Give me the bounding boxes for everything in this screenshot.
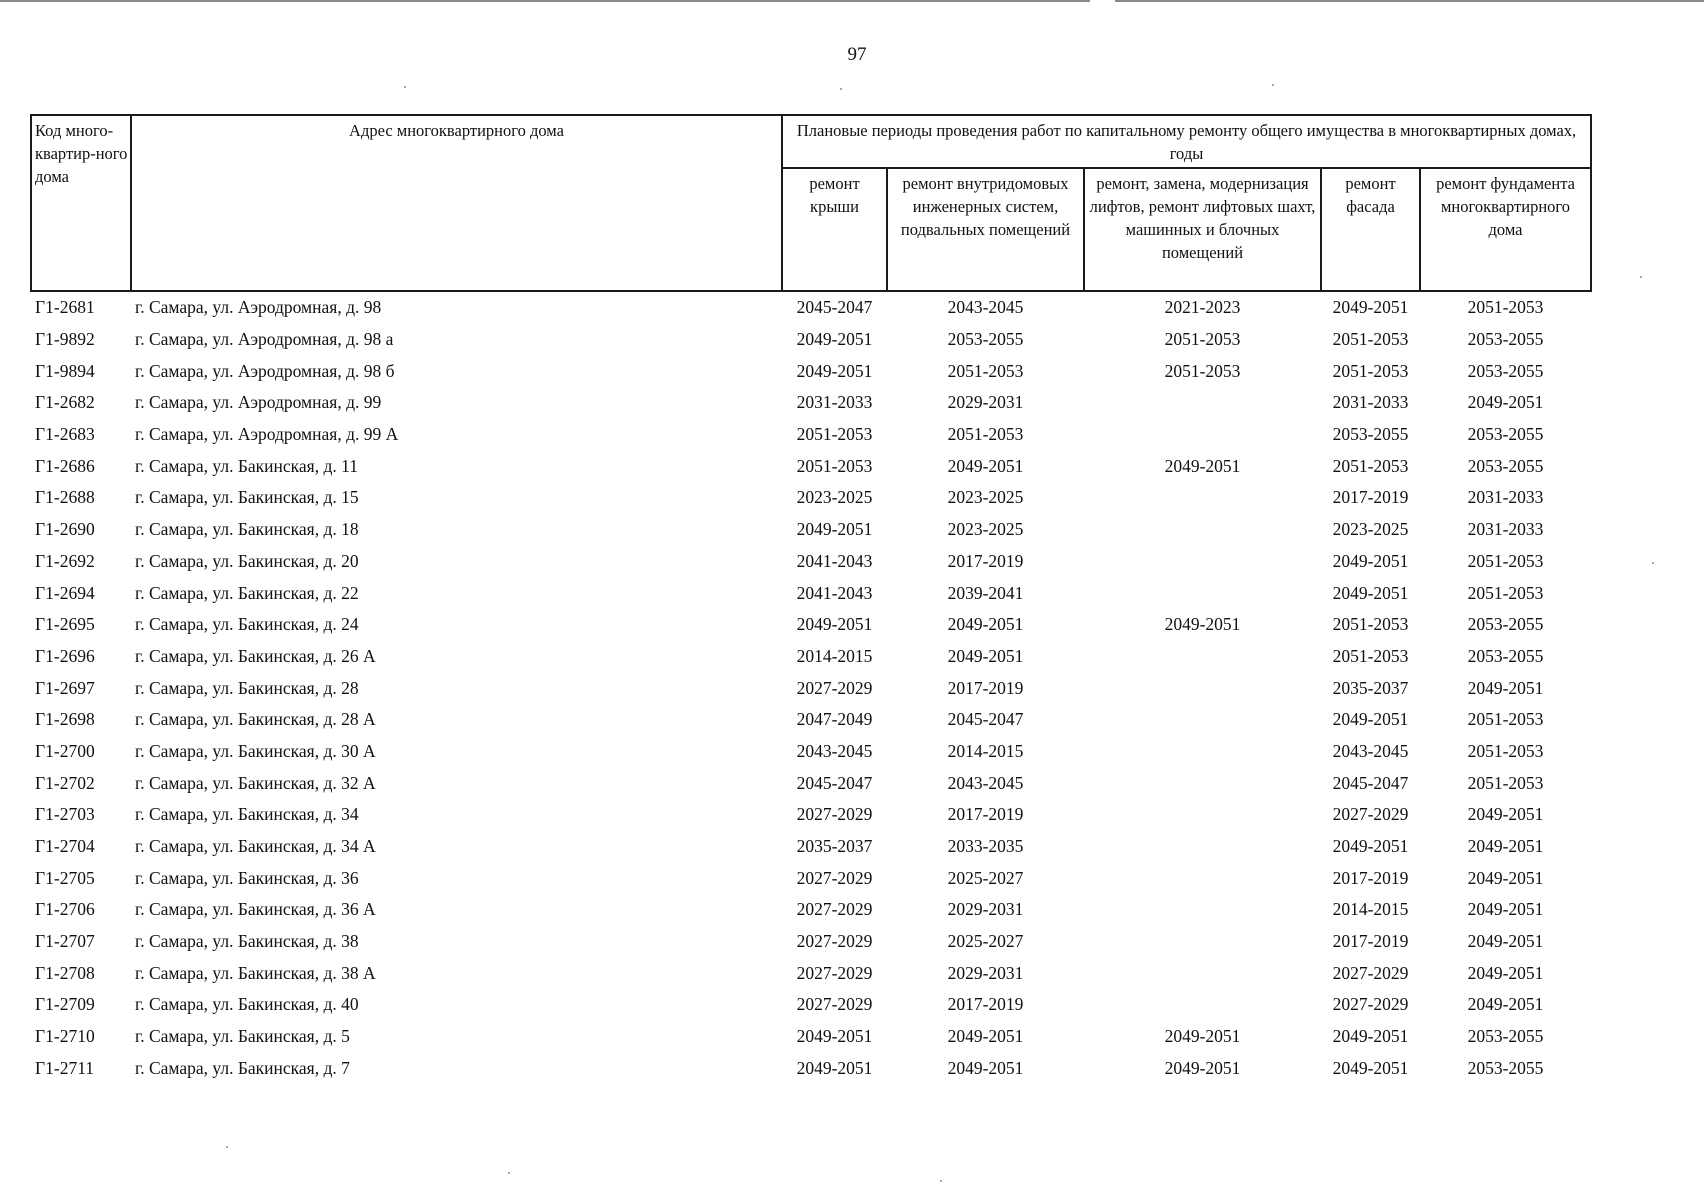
cell-elevators-period [1084, 831, 1321, 863]
cell-code: Г1-2698 [35, 709, 95, 730]
cell-engineering-period: 2025-2027 [947, 931, 1024, 952]
cell-roof-period: 2027-2029 [796, 867, 873, 888]
cell-foundation-period: 2049-2051 [1467, 994, 1544, 1015]
cell-address: г. Самара, ул. Бакинская, д. 36 А [135, 899, 376, 920]
cell-code: Г1-2686 [35, 455, 95, 476]
scan-speck [940, 1180, 942, 1182]
cell-facade-period: 2049-2051 [1332, 550, 1409, 571]
cell-engineering-period: 2051-2053 [947, 424, 1024, 445]
table-row [31, 324, 1591, 356]
header-address: Адрес многоквартирного дома [131, 115, 782, 291]
cell-facade-period: 2035-2037 [1332, 677, 1409, 698]
cell-foundation-period: 2053-2055 [1467, 614, 1544, 635]
cell-elevators-period [1084, 704, 1321, 736]
cell-roof-period: 2027-2029 [796, 677, 873, 698]
cell-address: г. Самара, ул. Бакинская, д. 22 [135, 582, 359, 603]
cell-roof-period: 2051-2053 [796, 455, 873, 476]
cell-elevators-period: 2049-2051 [1164, 614, 1241, 635]
cell-foundation-period: 2049-2051 [1467, 867, 1544, 888]
cell-engineering-period: 2023-2025 [947, 487, 1024, 508]
table-row [31, 736, 1591, 768]
cell-engineering-period: 2049-2051 [947, 1026, 1024, 1047]
scan-speck [1640, 276, 1642, 278]
cell-code: Г1-2688 [35, 487, 95, 508]
table-row [31, 514, 1591, 546]
cell-elevators-period [1084, 514, 1321, 546]
cell-facade-period: 2049-2051 [1332, 297, 1409, 318]
cell-address: г. Самара, ул. Бакинская, д. 34 [135, 804, 359, 825]
cell-facade-period: 2049-2051 [1332, 1026, 1409, 1047]
cell-foundation-period: 2049-2051 [1467, 931, 1544, 952]
cell-elevators-period [1084, 926, 1321, 958]
cell-engineering-period: 2049-2051 [947, 614, 1024, 635]
cell-elevators-period: 2049-2051 [1164, 455, 1241, 476]
cell-facade-period: 2051-2053 [1332, 360, 1409, 381]
cell-code: Г1-2694 [35, 582, 95, 603]
cell-code: Г1-2700 [35, 740, 95, 761]
table-row [31, 577, 1591, 609]
cell-elevators-period [1084, 736, 1321, 768]
cell-address: г. Самара, ул. Бакинская, д. 20 [135, 550, 359, 571]
cell-address: г. Самара, ул. Бакинская, д. 15 [135, 487, 359, 508]
table-row [31, 1053, 1591, 1085]
cell-code: Г1-2702 [35, 772, 95, 793]
cell-elevators-period [1084, 387, 1321, 419]
cell-code: Г1-2708 [35, 962, 95, 983]
cell-roof-period: 2027-2029 [796, 931, 873, 952]
cell-foundation-period: 2049-2051 [1467, 804, 1544, 825]
cell-roof-period: 2023-2025 [796, 487, 873, 508]
cell-facade-period: 2049-2051 [1332, 1057, 1409, 1078]
scan-speck [840, 88, 842, 90]
cell-engineering-period: 2051-2053 [947, 360, 1024, 381]
cell-address: г. Самара, ул. Аэродромная, д. 99 [135, 392, 382, 413]
table-row [31, 291, 1591, 324]
cell-elevators-period [1084, 419, 1321, 451]
cell-engineering-period: 2017-2019 [947, 550, 1024, 571]
cell-address: г. Самара, ул. Бакинская, д. 28 [135, 677, 359, 698]
cell-foundation-period: 2053-2055 [1467, 1057, 1544, 1078]
cell-address: г. Самара, ул. Аэродромная, д. 98 [135, 297, 382, 318]
cell-elevators-period [1084, 577, 1321, 609]
cell-elevators-period [1084, 546, 1321, 578]
cell-engineering-period: 2017-2019 [947, 994, 1024, 1015]
cell-engineering-period: 2029-2031 [947, 899, 1024, 920]
cell-elevators-period: 2051-2053 [1164, 360, 1241, 381]
table-row [31, 957, 1591, 989]
cell-code: Г1-9894 [35, 360, 95, 381]
cell-address: г. Самара, ул. Бакинская, д. 11 [135, 455, 358, 476]
cell-code: Г1-2696 [35, 645, 95, 666]
page-number: 97 [847, 44, 867, 65]
cell-engineering-period: 2029-2031 [947, 392, 1024, 413]
table-row [31, 831, 1591, 863]
cell-facade-period: 2017-2019 [1332, 487, 1409, 508]
cell-foundation-period: 2031-2033 [1467, 487, 1544, 508]
cell-elevators-period: 2049-2051 [1164, 1026, 1241, 1047]
cell-roof-period: 2027-2029 [796, 899, 873, 920]
cell-roof-period: 2043-2045 [796, 740, 873, 761]
cell-roof-period: 2045-2047 [796, 297, 873, 318]
cell-code: Г1-9892 [35, 329, 95, 350]
cell-address: г. Самара, ул. Бакинская, д. 28 А [135, 709, 376, 730]
table-row [31, 450, 1591, 482]
header-foundation: ремонт фундамента многоквартирного дома [1420, 168, 1591, 291]
cell-foundation-period: 2053-2055 [1467, 645, 1544, 666]
cell-engineering-period: 2043-2045 [947, 297, 1024, 318]
table-row [31, 862, 1591, 894]
cell-facade-period: 2051-2053 [1332, 455, 1409, 476]
cell-elevators-period [1084, 799, 1321, 831]
cell-facade-period: 2051-2053 [1332, 614, 1409, 635]
cell-foundation-period: 2051-2053 [1467, 740, 1544, 761]
cell-address: г. Самара, ул. Бакинская, д. 34 А [135, 836, 376, 857]
table-header [31, 115, 1591, 291]
cell-facade-period: 2045-2047 [1332, 772, 1409, 793]
cell-code: Г1-2705 [35, 867, 95, 888]
cell-elevators-period [1084, 989, 1321, 1021]
cell-engineering-period: 2017-2019 [947, 804, 1024, 825]
cell-engineering-period: 2049-2051 [947, 645, 1024, 666]
table-row [31, 641, 1591, 673]
scan-speck [226, 1146, 228, 1148]
cell-code: Г1-2695 [35, 614, 95, 635]
cell-code: Г1-2697 [35, 677, 95, 698]
scan-speck [404, 86, 406, 88]
cell-foundation-period: 2053-2055 [1467, 360, 1544, 381]
cell-code: Г1-2710 [35, 1026, 95, 1047]
cell-facade-period: 2051-2053 [1332, 329, 1409, 350]
cell-foundation-period: 2049-2051 [1467, 392, 1544, 413]
cell-roof-period: 2049-2051 [796, 1057, 873, 1078]
scan-edge-line [1115, 0, 1704, 2]
table-row [31, 482, 1591, 514]
table-row [31, 672, 1591, 704]
table-row [31, 1021, 1591, 1053]
cell-roof-period: 2041-2043 [796, 550, 873, 571]
table-row [31, 894, 1591, 926]
cell-facade-period: 2043-2045 [1332, 740, 1409, 761]
cell-code: Г1-2709 [35, 994, 95, 1015]
cell-facade-period: 2027-2029 [1332, 962, 1409, 983]
cell-roof-period: 2027-2029 [796, 804, 873, 825]
cell-elevators-period [1084, 641, 1321, 673]
cell-facade-period: 2014-2015 [1332, 899, 1409, 920]
cell-address: г. Самара, ул. Бакинская, д. 32 А [135, 772, 376, 793]
cell-elevators-period: 2049-2051 [1164, 1057, 1241, 1078]
cell-engineering-period: 2033-2035 [947, 836, 1024, 857]
cell-facade-period: 2049-2051 [1332, 709, 1409, 730]
cell-roof-period: 2049-2051 [796, 1026, 873, 1047]
cell-facade-period: 2017-2019 [1332, 931, 1409, 952]
cell-address: г. Самара, ул. Аэродромная, д. 99 А [135, 424, 399, 445]
cell-address: г. Самара, ул. Бакинская, д. 30 А [135, 740, 376, 761]
cell-engineering-period: 2053-2055 [947, 329, 1024, 350]
cell-elevators-period: 2021-2023 [1164, 297, 1241, 318]
header-periods-title: Плановые периоды проведения работ по капитальному ремонту общего имущества в многоквартирных домах, годы [782, 115, 1591, 168]
cell-facade-period: 2023-2025 [1332, 519, 1409, 540]
cell-engineering-period: 2049-2051 [947, 455, 1024, 476]
scan-speck [1652, 562, 1654, 564]
cell-elevators-period [1084, 957, 1321, 989]
cell-address: г. Самара, ул. Бакинская, д. 36 [135, 867, 359, 888]
cell-roof-period: 2027-2029 [796, 994, 873, 1015]
cell-roof-period: 2014-2015 [796, 645, 873, 666]
table-row [31, 387, 1591, 419]
cell-address: г. Самара, ул. Аэродромная, д. 98 а [135, 329, 394, 350]
cell-roof-period: 2049-2051 [796, 329, 873, 350]
cell-address: г. Самара, ул. Бакинская, д. 38 А [135, 962, 376, 983]
cell-code: Г1-2690 [35, 519, 95, 540]
cell-foundation-period: 2049-2051 [1467, 677, 1544, 698]
table-row [31, 704, 1591, 736]
cell-facade-period: 2051-2053 [1332, 645, 1409, 666]
cell-engineering-period: 2014-2015 [947, 740, 1024, 761]
cell-engineering-period: 2029-2031 [947, 962, 1024, 983]
cell-roof-period: 2045-2047 [796, 772, 873, 793]
cell-elevators-period: 2051-2053 [1164, 329, 1241, 350]
cell-code: Г1-2682 [35, 392, 95, 413]
cell-address: г. Самара, ул. Бакинская, д. 38 [135, 931, 359, 952]
cell-address: г. Самара, ул. Бакинская, д. 24 [135, 614, 359, 635]
cell-foundation-period: 2031-2033 [1467, 519, 1544, 540]
cell-foundation-period: 2051-2053 [1467, 582, 1544, 603]
cell-address: г. Самара, ул. Аэродромная, д. 98 б [135, 360, 395, 381]
cell-address: г. Самара, ул. Бакинская, д. 5 [135, 1026, 350, 1047]
table-row [31, 355, 1591, 387]
cell-engineering-period: 2025-2027 [947, 867, 1024, 888]
header-elevators: ремонт, замена, модернизация лифтов, ремонт лифтовых шахт, машинных и блочных помещений [1084, 168, 1321, 291]
cell-code: Г1-2681 [35, 297, 95, 318]
cell-foundation-period: 2051-2053 [1467, 297, 1544, 318]
cell-code: Г1-2683 [35, 424, 95, 445]
cell-elevators-period [1084, 767, 1321, 799]
cell-elevators-period [1084, 894, 1321, 926]
cell-address: г. Самара, ул. Бакинская, д. 7 [135, 1057, 350, 1078]
cell-roof-period: 2047-2049 [796, 709, 873, 730]
cell-roof-period: 2031-2033 [796, 392, 873, 413]
cell-foundation-period: 2051-2053 [1467, 709, 1544, 730]
cell-foundation-period: 2049-2051 [1467, 836, 1544, 857]
cell-code: Г1-2703 [35, 804, 95, 825]
table-row [31, 546, 1591, 578]
table-row [31, 799, 1591, 831]
cell-address: г. Самара, ул. Бакинская, д. 26 А [135, 645, 376, 666]
cell-roof-period: 2041-2043 [796, 582, 873, 603]
cell-code: Г1-2704 [35, 836, 95, 857]
cell-code: Г1-2711 [35, 1057, 95, 1078]
table-row [31, 609, 1591, 641]
cell-foundation-period: 2053-2055 [1467, 329, 1544, 350]
cell-engineering-period: 2039-2041 [947, 582, 1024, 603]
header-code: Код много-квартир-ного дома [31, 115, 131, 291]
cell-engineering-period: 2045-2047 [947, 709, 1024, 730]
cell-engineering-period: 2043-2045 [947, 772, 1024, 793]
table-row [31, 419, 1591, 451]
cell-roof-period: 2049-2051 [796, 519, 873, 540]
cell-address: г. Самара, ул. Бакинская, д. 40 [135, 994, 359, 1015]
header-roof: ремонт крыши [782, 168, 887, 291]
cell-elevators-period [1084, 482, 1321, 514]
table-row [31, 767, 1591, 799]
cell-foundation-period: 2053-2055 [1467, 424, 1544, 445]
cell-code: Г1-2706 [35, 899, 95, 920]
cell-foundation-period: 2051-2053 [1467, 550, 1544, 571]
cell-roof-period: 2035-2037 [796, 836, 873, 857]
table-row [31, 926, 1591, 958]
cell-code: Г1-2707 [35, 931, 95, 952]
cell-engineering-period: 2017-2019 [947, 677, 1024, 698]
cell-foundation-period: 2053-2055 [1467, 1026, 1544, 1047]
table-body [31, 291, 1591, 1084]
cell-address: г. Самара, ул. Бакинская, д. 18 [135, 519, 359, 540]
cell-roof-period: 2051-2053 [796, 424, 873, 445]
cell-facade-period: 2053-2055 [1332, 424, 1409, 445]
cell-facade-period: 2049-2051 [1332, 582, 1409, 603]
cell-roof-period: 2027-2029 [796, 962, 873, 983]
cell-engineering-period: 2049-2051 [947, 1057, 1024, 1078]
table-row [31, 989, 1591, 1021]
cell-facade-period: 2049-2051 [1332, 836, 1409, 857]
cell-foundation-period: 2049-2051 [1467, 899, 1544, 920]
cell-facade-period: 2027-2029 [1332, 804, 1409, 825]
cell-engineering-period: 2023-2025 [947, 519, 1024, 540]
cell-foundation-period: 2051-2053 [1467, 772, 1544, 793]
cell-roof-period: 2049-2051 [796, 614, 873, 635]
cell-elevators-period [1084, 672, 1321, 704]
scan-speck [508, 1172, 510, 1174]
header-engineering: ремонт внутридомовых инженерных систем, подвальных помещений [887, 168, 1084, 291]
cell-code: Г1-2692 [35, 550, 95, 571]
cell-elevators-period [1084, 862, 1321, 894]
cell-facade-period: 2017-2019 [1332, 867, 1409, 888]
cell-foundation-period: 2049-2051 [1467, 962, 1544, 983]
cell-facade-period: 2031-2033 [1332, 392, 1409, 413]
header-facade: ремонт фасада [1321, 168, 1420, 291]
scan-edge-line [0, 0, 1090, 2]
repair-schedule-table [30, 114, 1592, 1084]
scan-speck [1272, 84, 1274, 86]
cell-roof-period: 2049-2051 [796, 360, 873, 381]
cell-facade-period: 2027-2029 [1332, 994, 1409, 1015]
cell-foundation-period: 2053-2055 [1467, 455, 1544, 476]
